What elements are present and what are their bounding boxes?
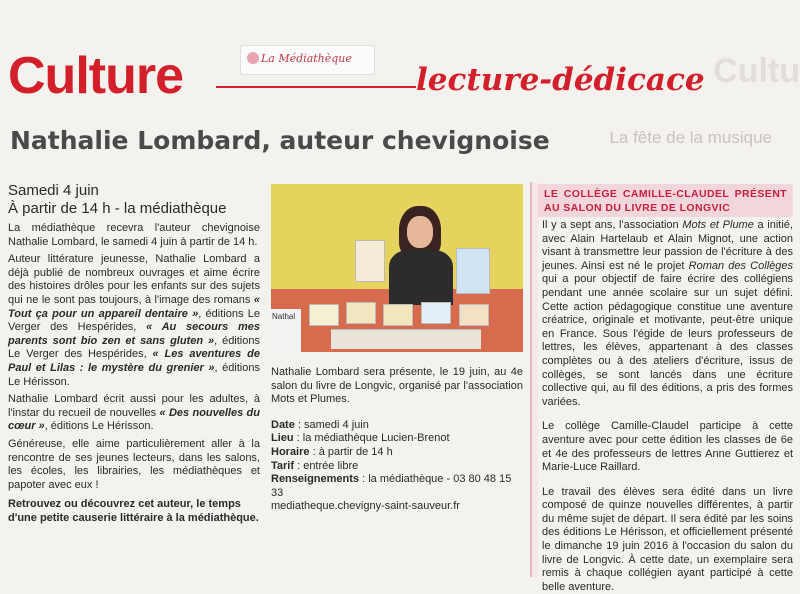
works-text: Auteur littérature jeunesse, Nathalie Lombard a déjà publié de nombreux ouvrages et aime écrire des histoires drôles pour les enfants sur des sujets qui ne le sont pas toujours, à l'image des romans xyxy=(8,253,260,306)
box-paragraph-1 xyxy=(542,219,793,409)
event-time: À partir de 14 h - la médiathèque xyxy=(8,200,227,217)
book-title-2: « Au secours mes parents sont bio zen et sans gluten » xyxy=(8,321,261,347)
info-hours-label: Horaire xyxy=(271,445,310,458)
info-contact xyxy=(271,473,523,500)
ghost-subheading: La fête de la musique xyxy=(609,128,772,147)
section-subtitle: lecture-dédicace xyxy=(416,62,705,98)
article-headline: Nathalie Lombard, auteur chevignoise xyxy=(10,126,550,155)
info-contact-label: Renseignements xyxy=(271,473,360,486)
middle-column xyxy=(271,366,523,514)
publisher-1: , éditions Le Verger des Hespérides, xyxy=(8,307,260,334)
info-date xyxy=(271,419,523,433)
box-p1-a: Il y a sept ans, l'association xyxy=(542,219,679,231)
box-p1-c: a initié, avec Alain Hartelaub et Alain Mignot, une action visant à transmettre leur passion de l'écriture à des jeunes. Ainsi est né le projet xyxy=(542,219,793,272)
book-title-4: « Des nouvelles du cœur » xyxy=(8,406,260,433)
info-price-label: Tarif xyxy=(271,459,295,472)
paragraph-salon: Nathalie Lombard sera présente, le 19 juin, au 4e salon du livre de Longvic, organisé par l'association Mots et Plumes. xyxy=(271,366,523,406)
box-p1-e: qui a pour objectif de faire écrire des collégiens pendant une année scolaire sur un sujet défini. Cette action pédagogique constitue une aventure créatrice, originale et motivante, peut-être unique en France. Sous l'égide de leurs professeurs de lettres, les élèves, appartenant à des classes complètes ou à des ateliers d'écriture, issus de collèges, se sont lancés dans une écriture collective qui, au fil des éditions, a pris des formes variées. xyxy=(542,273,793,408)
project-name: Roman des Collèges xyxy=(688,259,793,272)
publisher-3: , éditions Le Hérisson. xyxy=(8,361,260,388)
paragraph-adults xyxy=(8,393,260,434)
photo-body xyxy=(389,250,453,305)
spacer xyxy=(542,475,793,486)
info-website: mediatheque.chevigny-saint-sauveur.fr xyxy=(271,500,460,513)
left-column xyxy=(8,182,260,525)
ghost-heading: Cultu xyxy=(713,52,800,90)
photo-banner-text: Nathal xyxy=(272,312,296,321)
info-date-value: : samedi 4 juin xyxy=(294,418,369,431)
info-price xyxy=(271,460,523,474)
photo-book xyxy=(309,304,339,326)
adults-text: Nathalie Lombard écrit aussi pour les adultes, à l'instar du recueil de nouvelles xyxy=(8,393,260,419)
info-hours xyxy=(271,446,523,460)
photo-book-stack xyxy=(331,329,481,349)
box-body xyxy=(538,217,793,594)
box-paragraph-3: Le travail des élèves sera édité dans un livre composé de quinze nouvelles différentes, à partir du même sujet de départ. Il sera édité par les soins des éditions Le Hérisson, et officiellement présenté le dimanche 19 juin 2016 à l'occasion du salon du livre de Longvic. À cette date, un exemplaire sera remis à chaque collégien ayant participé à cette belle aventure. xyxy=(542,485,793,593)
box-title: LE COLLÈGE CAMILLE-CLAUDEL PRÉSENT AU SALON DU LIVRE DE LONGVIC xyxy=(538,184,793,217)
header-rule xyxy=(216,86,416,88)
info-date-label: Date xyxy=(271,418,295,431)
college-box xyxy=(538,184,793,594)
paragraph-works xyxy=(8,253,260,389)
practical-info xyxy=(271,419,523,514)
book-title-3: « Les aventures de Paul et Lilas : le mystère du grenier » xyxy=(8,348,260,374)
info-contact-value: : la médiathèque - 03 80 48 15 33 xyxy=(271,473,512,499)
photo-book xyxy=(459,304,489,326)
photo-book xyxy=(456,248,490,294)
photo-book xyxy=(383,304,413,326)
photo-book xyxy=(355,240,385,282)
paragraph-generous: Généreuse, elle aime particulièrement aller à la rencontre de ses jeunes lecteurs, dans les salons, les écoles, les librairies, les médiathèques et papoter avec eux ! xyxy=(8,437,260,491)
logo-text: La Médiathèque xyxy=(261,52,352,65)
book-title-1: « Tout ça pour un appareil dentaire » xyxy=(8,293,260,320)
photo-book xyxy=(346,302,376,324)
box-paragraph-2: Le collège Camille-Claudel participe à cette aventure avec pour cette édition les classes de 6e et 4e des professeurs de lettres Anne Guttierez et Marie-Luce Raillard. xyxy=(542,420,793,474)
paragraph-intro: La médiathèque recevra l'auteur chevignoise Nathalie Lombard, le samedi 4 juin à partir de 14 h. xyxy=(8,222,260,248)
author-photo xyxy=(271,184,523,352)
info-place-label: Lieu xyxy=(271,432,294,445)
info-price-value: : entrée libre xyxy=(294,459,359,472)
box-side-rule xyxy=(530,182,532,577)
info-place xyxy=(271,432,523,446)
flower-icon xyxy=(247,52,259,64)
section-header xyxy=(8,40,798,110)
publisher-2: , éditions Le Verger des Hespérides, xyxy=(8,334,260,361)
event-date: Samedi 4 juin xyxy=(8,182,99,199)
info-hours-value: : à partir de 14 h xyxy=(309,445,393,458)
association-name: Mots et Plume xyxy=(682,219,754,231)
photo-face xyxy=(407,216,433,248)
spacer xyxy=(542,409,793,420)
info-place-value: : la médiathèque Lucien-Brenot xyxy=(293,432,450,445)
section-title: Culture xyxy=(8,47,183,105)
photo-book xyxy=(421,302,451,324)
publisher-4: , éditions Le Hérisson. xyxy=(44,420,154,433)
mediatheque-logo xyxy=(240,45,375,75)
closing-text: Retrouvez ou découvrez cet auteur, le temps d'une petite causerie littéraire à la médiathèque. xyxy=(8,498,259,524)
